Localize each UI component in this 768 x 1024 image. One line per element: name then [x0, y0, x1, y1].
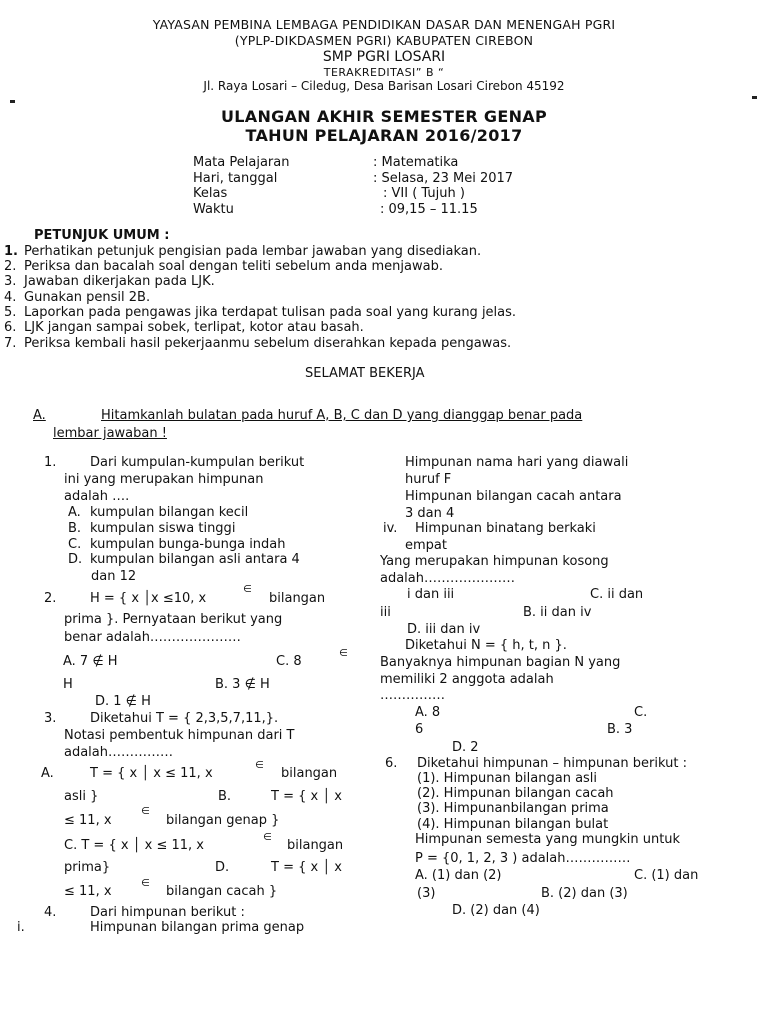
instruction-number: 4.: [4, 290, 17, 305]
item-text: 3 dan 4: [405, 506, 455, 521]
option-b: B. (2) dan (3): [541, 886, 628, 901]
item-text: Himpunan nama hari yang diawali: [405, 455, 629, 470]
option-a: A. 7 ∉ H: [63, 654, 118, 669]
set-item: (4). Himpunan bilangan bulat: [417, 817, 609, 832]
option-text: kumpulan bunga-bunga indah: [90, 537, 286, 552]
info-value: : 09,15 – 11.15: [380, 202, 478, 217]
option-letter: C.: [68, 537, 82, 552]
option-c-text: prima}: [64, 860, 111, 875]
instruction-number: 6.: [4, 320, 17, 335]
instruction-text: Periksa dan bacalah soal dengan teliti sebelum anda menjawab.: [24, 259, 443, 274]
question-text: Notasi pembentuk himpunan dari T: [64, 728, 295, 743]
question-text: Diketahui N = { h, t, n }.: [405, 638, 567, 653]
option-a-letter: A.: [41, 766, 54, 781]
instruction-number: 7.: [4, 336, 17, 351]
option-c-cont: iii: [380, 605, 391, 620]
option-c-text: bilangan: [287, 838, 344, 853]
question-text: ini yang merupakan himpunan: [64, 472, 264, 487]
instruction-number: 1.: [4, 244, 18, 259]
question-text: adalah ….: [64, 489, 130, 504]
option-text: kumpulan bilangan asli antara 4: [90, 552, 300, 567]
question-text: prima }. Pernyataan berikut yang: [64, 612, 283, 627]
info-label: Mata Pelajaran: [193, 155, 290, 170]
element-of-symbol: ∈: [243, 584, 252, 595]
option-d-text: bilangan cacah }: [166, 884, 278, 899]
info-label: Kelas: [193, 186, 228, 201]
option-b: B. 3: [607, 722, 633, 737]
option-a: A. 8: [415, 705, 441, 720]
question-text: Banyaknya himpunan bagian N yang: [380, 655, 621, 670]
question-text: benar adalah…………………: [64, 630, 241, 645]
question-number: 4.: [44, 905, 57, 920]
foundation-name: YAYASAN PEMBINA LEMBAGA PENDIDIKAN DASAR DAN MENENGAH PGRI: [152, 17, 616, 32]
question-text: bilangan: [269, 591, 326, 606]
option-c: C.: [634, 705, 648, 720]
option-d: D. 1 ∉ H: [95, 694, 151, 709]
question-text: Himpunan semesta yang mungkin untuk: [415, 832, 681, 847]
section-instruction: Hitamkanlah bulatan pada huruf A, B, C dan D yang dianggap benar pada: [101, 408, 583, 423]
option-b-letter: B.: [218, 789, 232, 804]
question-number: 6.: [385, 756, 398, 771]
instruction-number: 5.: [4, 305, 17, 320]
option-c: C. 8: [276, 654, 302, 669]
option-c-cont: (3): [417, 886, 436, 901]
question-text: H = { x │x ≤10, x: [90, 591, 207, 606]
info-value: : Selasa, 23 Mei 2017: [373, 171, 514, 186]
option-c-text: C. T = { x │ x ≤ 11, x: [64, 838, 204, 853]
option-b-text: T = { x │ x: [271, 789, 342, 804]
option-b: B. ii dan iv: [523, 605, 592, 620]
question-text: Dari kumpulan-kumpulan berikut: [90, 455, 305, 470]
school-name: SMP PGRI LOSARI: [322, 49, 446, 65]
option-a: A. (1) dan (2): [415, 868, 502, 883]
option-d-letter: D.: [215, 860, 230, 875]
instruction-number: 3.: [4, 274, 17, 289]
item-text: huruf F: [405, 472, 452, 487]
option-a-text: bilangan: [281, 766, 338, 781]
question-text: ……………: [380, 688, 445, 703]
option-c-cont: 6: [415, 722, 424, 737]
item-text: Himpunan bilangan prima genap: [90, 920, 305, 935]
instruction-text: Perhatikan petunjuk pengisian pada lembar jawaban yang disediakan.: [24, 244, 482, 259]
info-value: : VII ( Tujuh ): [383, 186, 465, 201]
instruction-text: Gunakan pensil 2B.: [24, 290, 151, 305]
question-text: Yang merupakan himpunan kosong: [380, 554, 609, 569]
option-c: C. ii dan: [590, 587, 644, 602]
instruction-text: LJK jangan sampai sobek, terlipat, kotor atau basah.: [24, 320, 364, 335]
set-item: (1). Himpunan bilangan asli: [417, 771, 598, 786]
set-item: (3). Himpunanbilangan prima: [417, 801, 609, 816]
set-item: (2). Himpunan bilangan cacah: [417, 786, 614, 801]
school-address: Jl. Raya Losari – Ciledug, Desa Barisan Losari Cirebon 45192: [203, 79, 565, 93]
item-text: Himpunan bilangan cacah antara: [405, 489, 622, 504]
section-label: A.: [33, 408, 46, 423]
option-b: B. 3 ∉ H: [215, 677, 270, 692]
option-d-text: ≤ 11, x: [64, 884, 112, 899]
question-number: 3.: [44, 711, 57, 726]
info-value: : Matematika: [373, 155, 459, 170]
exam-title: ULANGAN AKHIR SEMESTER GENAP: [221, 107, 547, 126]
element-of-symbol: ∈: [263, 832, 272, 843]
instruction-text: Periksa kembali hasil pekerjaanmu sebelum diserahkan kepada pengawas.: [24, 336, 512, 351]
option-letter: D.: [68, 552, 83, 567]
option-text-cont: dan 12: [91, 569, 137, 584]
margin-mark-right: [752, 96, 757, 99]
info-label: Hari, tanggal: [193, 171, 278, 186]
question-text: P = {0, 1, 2, 3 ) adalah……………: [415, 851, 631, 866]
accreditation: TERAKREDITASI” B “: [323, 66, 445, 79]
option-letter: B.: [68, 521, 82, 536]
item-number: iv.: [383, 521, 398, 536]
question-text: Dari himpunan berikut :: [90, 905, 245, 920]
margin-mark-left: [10, 100, 15, 103]
closing-text: SELAMAT BEKERJA: [305, 366, 425, 381]
info-label: Waktu: [193, 202, 234, 217]
question-text: Diketahui T = { 2,3,5,7,11,}.: [90, 711, 279, 726]
option-b-text: ≤ 11, x: [64, 813, 112, 828]
option-a-text: asli }: [64, 789, 99, 804]
element-of-symbol: ∈: [339, 648, 348, 659]
element-of-symbol: ∈: [141, 878, 150, 889]
option-c: C. (1) dan: [634, 868, 699, 883]
item-number: i.: [17, 920, 25, 935]
option-d-text: T = { x │ x: [271, 860, 342, 875]
foundation-sub: (YPLP-DIKDASMEN PGRI) KABUPATEN CIREBON: [234, 33, 534, 48]
option-text: kumpulan siswa tinggi: [90, 521, 236, 536]
item-text: Himpunan binatang berkaki: [415, 521, 596, 536]
element-of-symbol: ∈: [255, 760, 264, 771]
question-text: adalah…………………: [380, 571, 516, 586]
exam-year: TAHUN PELAJARAN 2016/2017: [245, 126, 523, 145]
question-text: adalah……………: [64, 745, 174, 760]
instruction-text: Laporkan pada pengawas jika terdapat tulisan pada soal yang kurang jelas.: [24, 305, 517, 320]
option-a-text: T = { x │ x ≤ 11, x: [90, 766, 213, 781]
option-d: D. iii dan iv: [407, 622, 481, 637]
question-number: 1.: [44, 455, 57, 470]
section-instruction-cont: lembar jawaban !: [53, 426, 167, 441]
question-text: Diketahui himpunan – himpunan berikut :: [417, 756, 687, 771]
option-letter: A.: [68, 505, 81, 520]
option-d: D. (2) dan (4): [452, 903, 540, 918]
instruction-number: 2.: [4, 259, 17, 274]
item-text: empat: [405, 538, 447, 553]
option-d: D. 2: [452, 740, 479, 755]
option-b-text: bilangan genap }: [166, 813, 280, 828]
element-of-symbol: ∈: [141, 806, 150, 817]
option-c-cont: H: [63, 677, 73, 692]
instruction-text: Jawaban dikerjakan pada LJK.: [24, 274, 215, 289]
option-text: kumpulan bilangan kecil: [90, 505, 249, 520]
question-number: 2.: [44, 591, 57, 606]
instructions-heading: PETUNJUK UMUM :: [34, 228, 170, 243]
option-a: i dan iii: [407, 587, 455, 602]
question-text: memiliki 2 anggota adalah: [380, 672, 554, 687]
